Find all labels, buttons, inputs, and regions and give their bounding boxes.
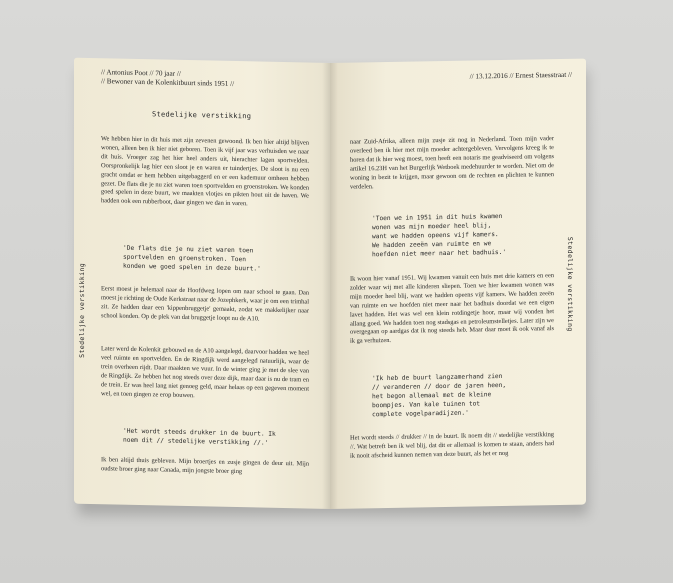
right-quote-2: 'Ik heb de buurt langzamerhand zien // veranderen // door de jaren heen, het begon allemaal met de kleine boompjes. Van kale tuinen tot complete vogelparadijzen.'	[372, 372, 507, 418]
right-page-header: // 13.12.2016 // Ernest Staesstraat //	[469, 70, 572, 81]
speaker-name-age: // Antonius Poot // 70 jaar //	[101, 68, 181, 78]
left-quote-2: 'Het wordt steeds drukker in de buurt. Ik noem dit // stedelijke verstikking //.'	[123, 427, 276, 447]
left-paragraph-2: Eerst moest je helemaal naar de Hoofdweg lopen om naar school te gaan. Dan moest je richting de Oude Kerkstraat naar de Jozephkerk, waar je om een trimhal zit. Ze hadden daar een 'kippenbruggetje' gemaakt, zodat we makkelijker naar school konden. Op de plek van dat bruggetje loopt nu de A10.	[101, 285, 309, 323]
right-paragraph-2: Ik woon hier vanaf 1951. Wij kwamen vanuit een huis met drie kamers en een zolder waar wij met alle kinderen sliepen. Toen we hier kwamen wonen was mijn moeder heel blij, want we hadden opeens vijf kamers. We hadden zeeën van ruimte en we hoefden niet meer naar het badhuis doordat we een eigen lavet hadden. Het was wel een klein rotdingetje hoor, maar wij vonden het allang goed. We hadden toen nog stadsgas en petroleumstelletjes. Later zijn we overgegaan op aardgas dat ik nog steeds heb. Maar daar moet ik ook vanaf als ik ga verhuizen.	[350, 272, 554, 345]
left-paragraph-4: Ik ben altijd thuis gebleven. Mijn broertjes en zusje gingen de deur uit. Mijn oudste broer ging naar Canada, mijn jongste broer ging	[101, 456, 309, 476]
right-quote-1: 'Toen we in 1951 in dit huis kwamen wonen was mijn moeder heel blij, want we hadden opeens vijf kamers. We hadden zeeën van ruimte en we hoefden niet meer naar het badhuis.'	[372, 212, 507, 258]
left-paragraph-3: Later werd de Kolenkit gebouwd en de A10 aangelegd, daarvoor hadden we heel veel ruimte en sportvelden. En de Ringdijk werd aangelegd natuurlijk, waar de trein overheen rijdt. Daar maakten we vuur. In de winter ging je met de slee van de Ringdijk. Ze hebben het nog steeds over deze dijk, maar daar is nu de tram en de trein. Er was heel lang niet genoeg geld, maar helaas op een gegeven moment wel, en toen gingen ze erop bouwen.	[101, 345, 309, 399]
left-paragraph-1: We hebben hier in dit huis met zijn zevenen gewoond. Ik ben hier altijd blijven wonen, alleen ben ik hier niet geboren. Toen ik vijf jaar was verhuisden we naar dit huis. Vroeger zag het hier heel anders uit, hierachter lagen sportvelden. Oorspronkelijk lag hier een sloot je en waren er tuindertjes. De sloot is nu een gracht omdat er hem hebben uitgebaggerd en er een kademuur omheen hebben gezet. De flats die je nu ziet waren toen sportvelden en groenstroken. We konden goed spelen in deze buurt, we maakten vlotjes en pikten hout uit de haven. We hadden ook een rubberboot, daar gingen we dan in varen.	[101, 135, 309, 208]
right-page	[330, 59, 586, 509]
left-page-header	[101, 68, 234, 89]
right-paragraph-3: Het wordt steeds // drukker // in de buurt. Ik noem dit // stedelijke verstikking //. Wat betreft ben ik wel blij, dat dit er allemaal is komen te staan, anders had ik nooit afscheid kunnen nemen van deze buurt, als het er nog	[350, 431, 554, 460]
left-quote-1: 'De flats die je nu ziet waren toen sportvelden en groenstroken. Toen konden we goed spelen in deze buurt.'	[123, 244, 261, 273]
section-title: Stedelijke verstikking	[152, 110, 252, 121]
open-booklet	[74, 63, 586, 509]
right-paragraph-1: naar Zuid-Afrika, alleen mijn zusje zit nog in Nederland. Toen mijn vader overleed ben ik hier met mijn moeder achtergebleven. Vervolgens kreeg ik te horen dat ik hier weg moest, toen heeft een notaris me geadviseerd om volgens artikel 16.23H van het Burgerlijk Wetboek medehuurder te worden. Niet om de woning in bezit te krijgen, maar gewoon om de rechten en plichten te kunnen verdelen.	[350, 135, 554, 191]
left-page	[74, 58, 330, 509]
right-side-label: Stedelijke verstikking	[566, 236, 574, 332]
speaker-residence: // Bewoner van de Kolenkitbuurt sinds 1951 //	[101, 77, 235, 88]
left-side-label: Stedelijke verstikking	[78, 262, 86, 358]
